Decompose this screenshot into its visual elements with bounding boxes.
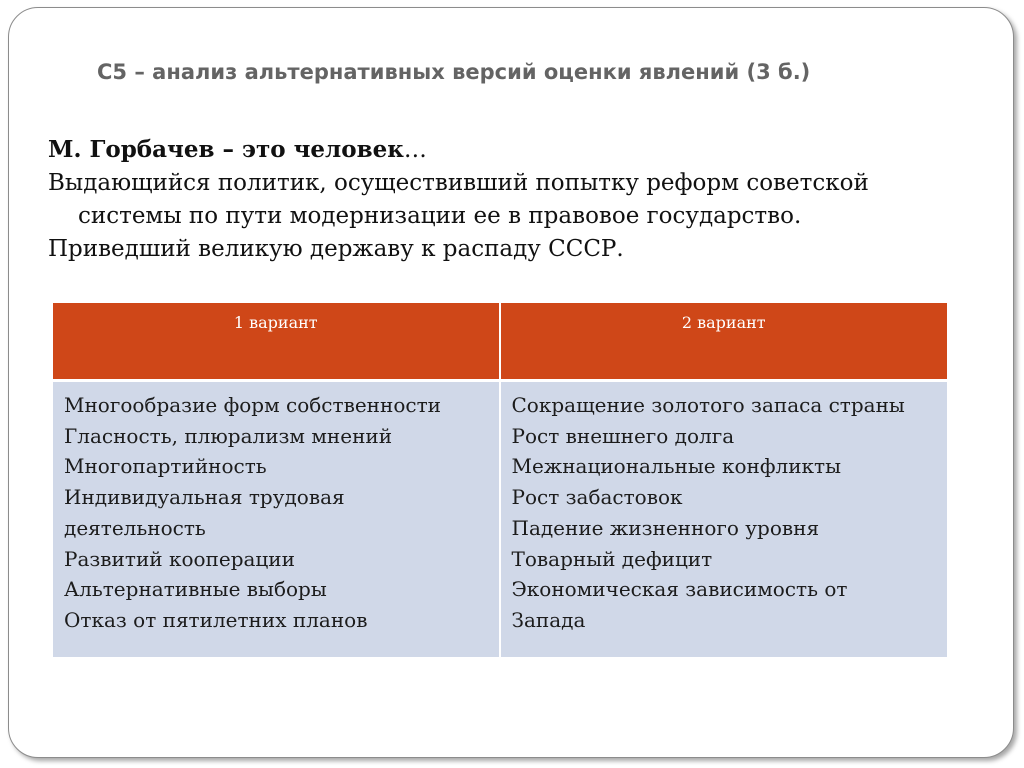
table-body-row bbox=[53, 381, 948, 658]
list-item: Рост внешнего долга bbox=[511, 423, 735, 448]
subject-bold: М. Горбачев – это человек bbox=[48, 136, 404, 163]
subject-line bbox=[48, 133, 968, 167]
list-item: Падение жизненного уровня bbox=[511, 515, 820, 540]
header-variant-2: 2 вариант bbox=[500, 303, 948, 381]
table-header-row bbox=[53, 303, 948, 381]
variant-2-cell bbox=[500, 381, 948, 658]
statement-1: Выдающийся политик, осуществивший попытку реформ советской системы по пути модернизации ее в правовое государство. bbox=[48, 170, 869, 229]
list-item: Многопартийность bbox=[64, 454, 267, 479]
slide-title: С5 – анализ альтернативных версий оценки явлений (3 б.) bbox=[97, 60, 811, 84]
list-item: Развитий кооперации bbox=[64, 546, 295, 571]
list-item: Индивидуальная трудовая bbox=[64, 485, 345, 510]
header-variant-1: 1 вариант bbox=[53, 303, 500, 381]
statement-2: Приведший великую державу к распаду СССР. bbox=[48, 236, 624, 262]
list-item: Гласность, плюрализм мнений bbox=[64, 423, 393, 448]
list-item: Многообразие форм собственности bbox=[64, 393, 441, 417]
list-item: Альтернативные выборы bbox=[64, 577, 327, 602]
list-item: деятельность bbox=[64, 515, 206, 540]
variant-1-cell bbox=[53, 381, 500, 658]
comparison-table bbox=[52, 302, 948, 658]
list-item: Рост забастовок bbox=[511, 485, 683, 510]
slide-body bbox=[48, 133, 968, 266]
list-item: Экономическая зависимость от bbox=[511, 577, 848, 602]
subject-ellipsis: … bbox=[403, 137, 427, 163]
list-item: Межнациональные конфликты bbox=[511, 454, 842, 479]
list-item: Запада bbox=[511, 607, 586, 632]
list-item: Сокращение золотого запаса страны bbox=[511, 393, 905, 417]
list-item: Товарный дефицит bbox=[511, 546, 713, 571]
list-item: Отказ от пятилетних планов bbox=[64, 607, 368, 632]
